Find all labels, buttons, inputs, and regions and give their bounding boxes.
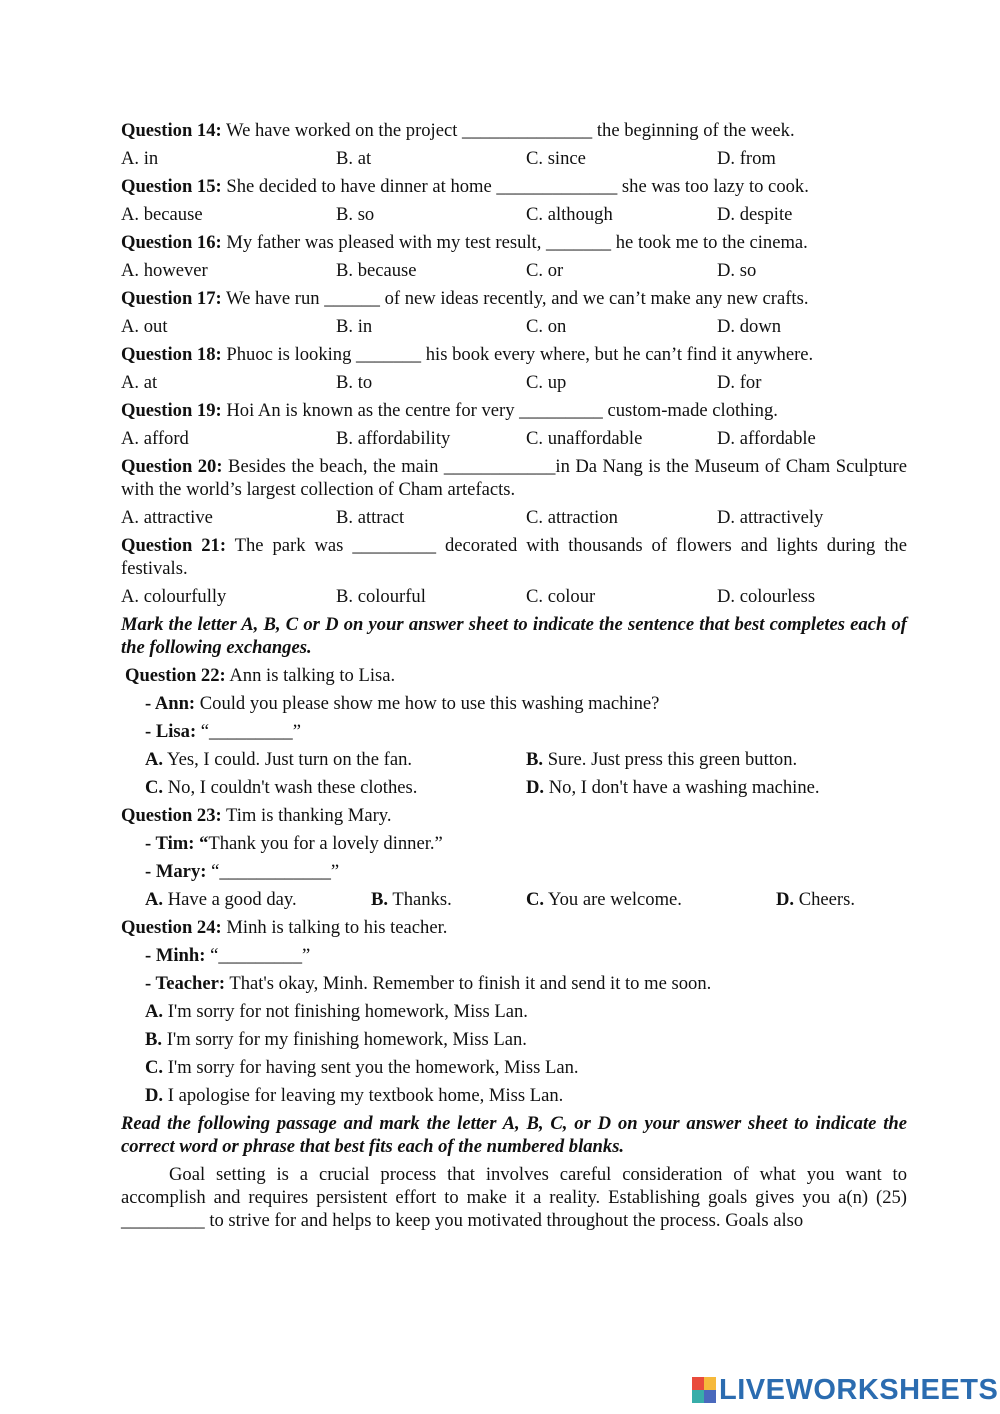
option-d[interactable]: D. from xyxy=(717,148,776,169)
question-label: Question 21: xyxy=(121,535,227,556)
option-b[interactable]: B. I'm sorry for my finishing homework, Miss Lan. xyxy=(145,1029,527,1050)
question-text: We have run ______ of new ideas recently, and we can’t make any new crafts. xyxy=(221,288,809,309)
dialog-line xyxy=(121,944,907,967)
option-c[interactable]: C. on xyxy=(526,316,567,337)
utterance: “____________” xyxy=(206,861,340,882)
question-list xyxy=(121,119,907,608)
option-b[interactable]: B. colourful xyxy=(336,586,426,607)
speaker: - Ann: xyxy=(145,693,196,714)
option-b[interactable]: B. attract xyxy=(336,507,405,528)
option-d[interactable]: D. affordable xyxy=(717,428,816,449)
instruction-exchanges: Mark the letter A, B, C or D on your answer sheet to indicate the sentence that best completes each of the following exchanges. xyxy=(121,614,907,658)
question-22 xyxy=(121,664,907,799)
dialog-line xyxy=(121,860,907,883)
question-17 xyxy=(121,287,907,338)
reading-passage: Goal setting is a crucial process that involves careful consideration of what you want to accomplish and requires persistent effort to make it a reality. Establishing goals gives you a(n) (25) _________ to strive for and helps to keep you motivated throughout the process. Goals also xyxy=(121,1164,907,1231)
question-24 xyxy=(121,916,907,1107)
liveworksheets-logo xyxy=(692,1375,998,1405)
option-b[interactable]: B. in xyxy=(336,316,373,337)
question-label: Question 19: xyxy=(121,400,222,421)
option-d[interactable]: D. colourless xyxy=(717,586,816,607)
question-18 xyxy=(121,343,907,394)
option-a[interactable]: A. I'm sorry for not finishing homework, Miss Lan. xyxy=(145,1001,528,1022)
speaker: - Tim: “ xyxy=(145,833,209,854)
option-a[interactable]: A. out xyxy=(121,316,168,337)
option-b[interactable]: B. at xyxy=(336,148,372,169)
option-d[interactable]: D. down xyxy=(717,316,782,337)
question-16 xyxy=(121,231,907,282)
dialog-line xyxy=(121,720,907,743)
option-a[interactable]: A. because xyxy=(121,204,203,225)
question-text: My father was pleased with my test result, _______ he took me to the cinema. xyxy=(221,232,808,253)
question-label: Question 18: xyxy=(121,344,222,365)
option-c[interactable]: C. attraction xyxy=(526,507,618,528)
question-label: Question 17: xyxy=(121,288,222,309)
question-15 xyxy=(121,175,907,226)
logo-square-red xyxy=(692,1377,704,1390)
option-a[interactable]: A. in xyxy=(121,148,159,169)
option-c[interactable]: C. although xyxy=(526,204,613,225)
question-21 xyxy=(121,534,907,608)
question-text: We have worked on the project ______________ the beginning of the week. xyxy=(221,120,795,141)
option-c[interactable]: C. or xyxy=(526,260,564,281)
option-a[interactable]: A. Have a good day. xyxy=(145,889,297,910)
worksheet-page xyxy=(121,119,907,1232)
question-text: Besides the beach, the main ____________in Da Nang is the Museum of Cham Sculpture with the world’s largest collection of Cham artefacts. xyxy=(121,456,907,500)
question-text: Hoi An is known as the centre for very _________ custom-made clothing. xyxy=(221,400,778,421)
question-text: The park was _________ decorated with thousands of flowers and lights during the festivals. xyxy=(121,535,907,579)
option-d[interactable]: D. attractively xyxy=(717,507,824,528)
speaker: - Mary: xyxy=(145,861,207,882)
utterance: Thank you for a lovely dinner.” xyxy=(208,833,443,854)
instruction-passage: Read the following passage and mark the letter A, B, C, or D on your answer sheet to indicate the correct word or phrase that best fits each of the numbered blanks. xyxy=(121,1113,907,1157)
question-23 xyxy=(121,804,907,911)
option-d[interactable]: D. so xyxy=(717,260,757,281)
option-d[interactable]: D. Cheers. xyxy=(776,889,856,910)
speaker: - Minh: xyxy=(145,945,206,966)
option-a[interactable]: A. colourfully xyxy=(121,586,227,607)
option-b[interactable]: B. Thanks. xyxy=(371,889,452,910)
option-b[interactable]: B. to xyxy=(336,372,373,393)
option-a[interactable]: A. attractive xyxy=(121,507,213,528)
option-a[interactable]: A. Yes, I could. Just turn on the fan. xyxy=(145,749,413,770)
question-19 xyxy=(121,399,907,450)
logo-square-teal xyxy=(692,1390,704,1403)
option-a[interactable]: A. however xyxy=(121,260,208,281)
option-b[interactable]: B. Sure. Just press this green button. xyxy=(526,749,798,770)
question-label: Question 14: xyxy=(121,120,222,141)
question-text: Ann is talking to Lisa. xyxy=(225,665,396,686)
logo-text: LIVEWORKSHEETS xyxy=(719,1373,999,1406)
utterance: Could you please show me how to use this washing machine? xyxy=(195,693,660,714)
logo-square-blue xyxy=(704,1390,716,1403)
question-label: Question 22: xyxy=(125,665,226,686)
option-c[interactable]: C. since xyxy=(526,148,586,169)
question-label: Question 24: xyxy=(121,917,222,938)
option-a[interactable]: A. afford xyxy=(121,428,189,449)
question-14 xyxy=(121,119,907,170)
option-c[interactable]: C. colour xyxy=(526,586,596,607)
utterance: That's okay, Minh. Remember to finish it and send it to me soon. xyxy=(225,973,712,994)
question-text: Minh is talking to his teacher. xyxy=(221,917,448,938)
dialog-line xyxy=(121,692,907,715)
option-c[interactable]: C. unaffordable xyxy=(526,428,643,449)
option-b[interactable]: B. so xyxy=(336,204,375,225)
dialog-line xyxy=(121,832,907,855)
question-label: Question 23: xyxy=(121,805,222,826)
question-label: Question 16: xyxy=(121,232,222,253)
speaker: - Teacher: xyxy=(145,973,226,994)
option-d[interactable]: D. despite xyxy=(717,204,793,225)
speaker: - Lisa: xyxy=(145,721,197,742)
liveworksheets-logo-icon xyxy=(692,1377,716,1403)
question-text: She decided to have dinner at home _____________ she was too lazy to cook. xyxy=(221,176,809,197)
question-20 xyxy=(121,455,907,529)
logo-square-yellow xyxy=(704,1377,716,1390)
option-c[interactable]: C. up xyxy=(526,372,567,393)
option-d[interactable]: D. for xyxy=(717,372,762,393)
option-b[interactable]: B. because xyxy=(336,260,417,281)
utterance: “_________” xyxy=(205,945,311,966)
question-text: Tim is thanking Mary. xyxy=(221,805,392,826)
option-c[interactable]: C. You are welcome. xyxy=(526,889,682,910)
dialog-line xyxy=(121,972,907,995)
option-d[interactable]: D. I apologise for leaving my textbook home, Miss Lan. xyxy=(145,1085,564,1106)
option-a[interactable]: A. at xyxy=(121,372,158,393)
question-text: Phuoc is looking _______ his book every where, but he can’t find it anywhere. xyxy=(221,344,814,365)
option-c[interactable]: C. I'm sorry for having sent you the homework, Miss Lan. xyxy=(145,1057,579,1078)
option-c[interactable]: C. No, I couldn't wash these clothes. xyxy=(145,777,418,798)
option-d[interactable]: D. No, I don't have a washing machine. xyxy=(526,777,820,798)
option-b[interactable]: B. affordability xyxy=(336,428,451,449)
question-label: Question 15: xyxy=(121,176,222,197)
utterance: “_________” xyxy=(196,721,301,742)
question-label: Question 20: xyxy=(121,456,223,477)
